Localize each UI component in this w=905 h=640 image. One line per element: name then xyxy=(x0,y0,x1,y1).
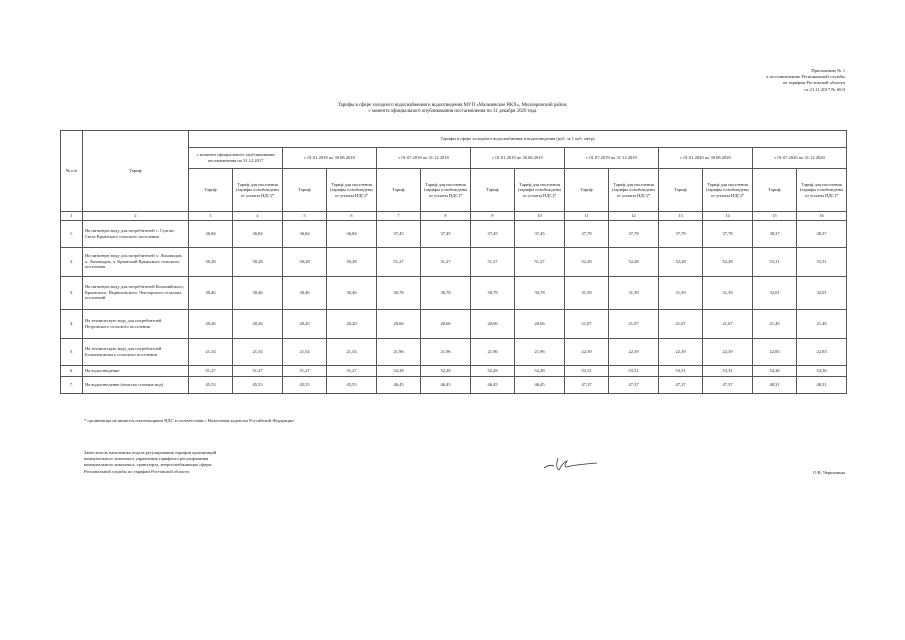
column-number-cell: 3 xyxy=(189,212,233,221)
period-header: с 01.07.2018 по 31.12.2018 xyxy=(377,148,471,169)
period-header: с 01.07.2019 по 31.12.2019 xyxy=(565,148,659,169)
subheader-tariff: Тариф xyxy=(377,169,421,212)
row-number: 5. xyxy=(61,338,83,365)
column-number-cell: 4 xyxy=(233,212,283,221)
table-row xyxy=(61,309,847,338)
tariff-value-cell: 30,78 xyxy=(377,276,421,309)
subheader-population-tariff: Тариф для населения (тарифы освобождены от уплаты НДС)* xyxy=(327,169,377,212)
tariff-value-cell: 36,84 xyxy=(189,220,233,247)
column-number-cell: 15 xyxy=(753,212,797,221)
tariff-value-cell: 36,84 xyxy=(283,220,327,247)
tariff-value-cell: 47,37 xyxy=(659,376,703,393)
tariff-value-cell: 51,27 xyxy=(421,247,471,276)
tariff-value-cell: 21,54 xyxy=(189,338,233,365)
row-tariff-name: На питьевую воду для потребителей с. Сулган, Сюла Крымского сельского поселения xyxy=(83,220,189,247)
footnote: * организация не является плательщиком НДС в соответствии с Налоговым кодексом Российской Федерации xyxy=(84,418,294,423)
tariff-value-cell: 45,53 xyxy=(233,376,283,393)
tariff-value-cell: 30,46 xyxy=(189,276,233,309)
tariff-value-cell: 22,83 xyxy=(797,338,847,365)
row-tariff-name: На питьевую воду для потребителей х. Лиховидов, х. Лиховидов, х. Крымский Крымского сельского поселения xyxy=(83,247,189,276)
column-number-cell: 6 xyxy=(327,212,377,221)
tariff-value-cell: 46,45 xyxy=(471,376,515,393)
row-number: 2. xyxy=(61,247,83,276)
tariff-value-cell: 51,27 xyxy=(189,365,233,376)
tariff-value-cell: 53,31 xyxy=(703,365,753,376)
tariff-value-cell: 31,39 xyxy=(659,276,703,309)
tariff-value-cell: 21,54 xyxy=(327,338,377,365)
tariff-value-cell: 30,78 xyxy=(471,276,515,309)
tariff-value-cell: 21,96 xyxy=(377,338,421,365)
table-row xyxy=(61,276,847,309)
row-tariff-name: На питьевую воду для потребителей Колонийского, Крымского, Недвиговского, Чеплорского сельских поселений xyxy=(83,276,189,309)
column-number-cell: 14 xyxy=(703,212,753,221)
column-number-cell: 12 xyxy=(609,212,659,221)
subheader-population-tariff: Тариф для населения (тарифы освобождены от уплаты НДС)* xyxy=(703,169,753,212)
column-number-cell: 9 xyxy=(471,212,515,221)
tariff-value-cell: 20,26 xyxy=(233,309,283,338)
subheader-population-tariff: Тариф для населения (тарифы освобождены от уплаты НДС)* xyxy=(609,169,659,212)
column-number-cell: 8 xyxy=(421,212,471,221)
tariff-value-cell: 38,37 xyxy=(753,220,797,247)
signatory-line: коммунального комплекса управления тарифного регулирования xyxy=(84,456,209,462)
tariff-value-cell: 51,27 xyxy=(327,365,377,376)
signatory-title xyxy=(84,450,284,475)
column-number-cell: 11 xyxy=(565,212,609,221)
column-number-cell: 5 xyxy=(283,212,327,221)
tariff-value-cell: 21,07 xyxy=(565,309,609,338)
tariff-value-cell: 31,39 xyxy=(703,276,753,309)
period-header: с 01.01.2020 по 30.06.2020 xyxy=(659,148,753,169)
tariff-value-cell: 37,45 xyxy=(471,220,515,247)
tariff-value-cell: 31,39 xyxy=(609,276,659,309)
tariff-value-cell: 47,37 xyxy=(565,376,609,393)
tariff-value-cell: 52,28 xyxy=(565,247,609,276)
column-number-cell: 13 xyxy=(659,212,703,221)
column-number-row xyxy=(61,212,847,221)
tariff-value-cell: 37,45 xyxy=(377,220,421,247)
tariff-value-cell: 37,45 xyxy=(515,220,565,247)
period-header: с 01.07.2020 по 31.12.2020 xyxy=(753,148,847,169)
tariff-value-cell: 30,46 xyxy=(327,276,377,309)
row-tariff-name: На водоотведение xyxy=(83,365,189,376)
tariff-value-cell: 37,78 xyxy=(703,220,753,247)
signatory-name: О.В. Черкашина xyxy=(813,470,845,475)
tariff-value-cell: 48,31 xyxy=(797,376,847,393)
tariff-value-cell: 51,27 xyxy=(233,365,283,376)
tariff-value-cell: 21,96 xyxy=(515,338,565,365)
subheader-population-tariff: Тариф для населения (тарифы освобождены от уплаты НДС)* xyxy=(421,169,471,212)
tariff-value-cell: 22,39 xyxy=(609,338,659,365)
tariff-value-cell: 30,78 xyxy=(515,276,565,309)
tariff-value-cell: 47,37 xyxy=(609,376,659,393)
tariff-value-cell: 45,55 xyxy=(283,376,327,393)
tariff-value-cell: 52,28 xyxy=(515,365,565,376)
appendix-line: от 21.11.2017 № 60/4 xyxy=(804,86,845,92)
tariff-value-cell: 37,78 xyxy=(659,220,703,247)
subheader-population-tariff: Тариф для населения (тарифы освобождены от уплаты НДС)* xyxy=(797,169,847,212)
appendix-line: к постановлению Региональной службы xyxy=(766,74,845,80)
tariff-value-cell: 51,27 xyxy=(377,247,421,276)
tariff-value-cell: 46,45 xyxy=(515,376,565,393)
tariff-value-cell: 21,54 xyxy=(283,338,327,365)
table-row xyxy=(61,338,847,365)
tariff-value-cell: 53,31 xyxy=(753,247,797,276)
tariff-value-cell: 21,49 xyxy=(797,309,847,338)
tariff-value-cell: 38,37 xyxy=(797,220,847,247)
tariff-value-cell: 21,96 xyxy=(421,338,471,365)
tariff-value-cell: 22,83 xyxy=(753,338,797,365)
tariff-value-cell: 20,20 xyxy=(283,309,327,338)
subheader-tariff: Тариф xyxy=(659,169,703,212)
tariff-value-cell: 22,39 xyxy=(703,338,753,365)
tariff-value-cell: 20,66 xyxy=(421,309,471,338)
tariff-value-cell: 48,31 xyxy=(753,376,797,393)
tariff-value-cell: 54,36 xyxy=(797,365,847,376)
tariff-value-cell: 53,31 xyxy=(659,365,703,376)
row-tariff-name: На техническую воду для потребителей Большековского сельского поселения xyxy=(83,338,189,365)
period-header: с момента официального опубликования постановления по 31.12.2017 xyxy=(189,148,283,169)
tariff-value-cell: 54,36 xyxy=(753,365,797,376)
tariff-value-cell: 37,45 xyxy=(421,220,471,247)
tariff-value-cell: 51,27 xyxy=(471,247,515,276)
column-number-cell: 7 xyxy=(377,212,421,221)
tariff-value-cell: 46,45 xyxy=(377,376,421,393)
tariff-value-cell: 21,49 xyxy=(753,309,797,338)
handwritten-signature xyxy=(540,452,600,476)
tariff-value-cell: 30,78 xyxy=(421,276,471,309)
tariff-value-cell: 52,28 xyxy=(703,247,753,276)
column-number-cell: 16 xyxy=(797,212,847,221)
tariff-value-cell: 52,28 xyxy=(421,365,471,376)
tariff-value-cell: 36,84 xyxy=(327,220,377,247)
tariff-value-cell: 20,66 xyxy=(515,309,565,338)
tariff-value-cell: 21,54 xyxy=(233,338,283,365)
row-number: 3. xyxy=(61,276,83,309)
tariff-value-cell: 31,39 xyxy=(565,276,609,309)
tariff-value-cell: 46,45 xyxy=(421,376,471,393)
subheader-population-tariff: Тариф для населения (тарифы освобождены от уплаты НДС)* xyxy=(233,169,283,212)
subheader-tariff: Тариф xyxy=(471,169,515,212)
column-header-tariff: Тариф xyxy=(83,131,189,212)
tariff-value-cell: 20,26 xyxy=(189,309,233,338)
table-row xyxy=(61,220,847,247)
column-number-cell: 1 xyxy=(61,212,83,221)
tariff-value-cell: 32,01 xyxy=(797,276,847,309)
subheader-tariff: Тариф xyxy=(189,169,233,212)
document-title xyxy=(0,103,905,116)
tariff-value-cell: 51,27 xyxy=(515,247,565,276)
row-tariff-name: На техническую воду для потребителей Петровского сельского поселения xyxy=(83,309,189,338)
tariff-value-cell: 21,07 xyxy=(609,309,659,338)
subheader-tariff: Тариф xyxy=(283,169,327,212)
subheader-population-tariff: Тариф для населения (тарифы освобождены от уплаты НДС)* xyxy=(515,169,565,212)
document-title-line1: Тарифы в сфере холодного водоснабжения и водоотведения МУП «Мальчевское ВКХ», Миллеровский район, xyxy=(337,103,568,108)
row-tariff-name: На водоотведение (очистка сточных вод) xyxy=(83,376,189,393)
tariff-value-cell: 52,28 xyxy=(659,247,703,276)
document-title-line2: с момента официального опубликования постановления по 31 декабря 2020 года xyxy=(368,109,537,115)
tariff-value-cell: 53,31 xyxy=(609,365,659,376)
row-number: 1. xyxy=(61,220,83,247)
tariff-value-cell: 52,28 xyxy=(471,365,515,376)
tariff-value-cell: 47,37 xyxy=(703,376,753,393)
signatory-line: коммунального комплекса, транспорта, энергоснабжающих сферы xyxy=(84,462,212,468)
column-number-cell: 2 xyxy=(83,212,189,221)
appendix-block xyxy=(645,68,845,93)
tariff-value-cell: 20,66 xyxy=(377,309,421,338)
group-header: Тарифы в сфере холодного водоснабжения и водоотведения (руб. за 1 куб. метр) xyxy=(189,131,847,148)
signatory-line: Заместитель начальника отдела регулирования тарифов организаций xyxy=(84,450,217,455)
tariff-value-cell: 20,66 xyxy=(471,309,515,338)
tariff-value-cell: 50,28 xyxy=(189,247,233,276)
tariff-value-cell: 52,28 xyxy=(377,365,421,376)
tariff-value-cell: 21,07 xyxy=(703,309,753,338)
tariff-value-cell: 50,28 xyxy=(327,247,377,276)
tariff-value-cell: 37,78 xyxy=(609,220,659,247)
subheader-tariff: Тариф xyxy=(565,169,609,212)
table-row xyxy=(61,376,847,393)
tariff-value-cell: 53,31 xyxy=(565,365,609,376)
tariff-value-cell: 30,46 xyxy=(233,276,283,309)
tariff-value-cell: 45,55 xyxy=(327,376,377,393)
tariff-value-cell: 50,28 xyxy=(233,247,283,276)
row-number: 7. xyxy=(61,376,83,393)
tariff-value-cell: 21,07 xyxy=(659,309,703,338)
tariff-value-cell: 53,31 xyxy=(797,247,847,276)
column-number-cell: 10 xyxy=(515,212,565,221)
row-number: 4. xyxy=(61,309,83,338)
table-row xyxy=(61,247,847,276)
tariff-value-cell: 21,96 xyxy=(471,338,515,365)
tariff-value-cell: 50,28 xyxy=(283,247,327,276)
tariff-value-cell: 22,39 xyxy=(659,338,703,365)
tariff-value-cell: 22,39 xyxy=(565,338,609,365)
tariff-value-cell: 51,27 xyxy=(283,365,327,376)
table-row xyxy=(61,365,847,376)
row-number: 6. xyxy=(61,365,83,376)
appendix-line: по тарифам Ростовской области xyxy=(782,80,845,86)
column-header-number: № п/п xyxy=(61,131,83,212)
tariff-value-cell: 37,78 xyxy=(565,220,609,247)
tariff-value-cell: 36,84 xyxy=(233,220,283,247)
tariff-value-cell: 20,20 xyxy=(327,309,377,338)
tariff-value-cell: 52,28 xyxy=(609,247,659,276)
tariff-table xyxy=(60,130,847,394)
appendix-line: Приложение № 1 xyxy=(811,68,845,73)
subheader-tariff: Тариф xyxy=(753,169,797,212)
tariff-value-cell: 32,01 xyxy=(753,276,797,309)
tariff-value-cell: 30,46 xyxy=(283,276,327,309)
period-header: с 01.01.2018 по 30.06.2018 xyxy=(283,148,377,169)
signatory-line: Региональной службы по тарифам Ростовской области xyxy=(84,468,189,474)
tariff-value-cell: 45,53 xyxy=(189,376,233,393)
period-header: с 01.01.2019 по 30.06.2019 xyxy=(471,148,565,169)
